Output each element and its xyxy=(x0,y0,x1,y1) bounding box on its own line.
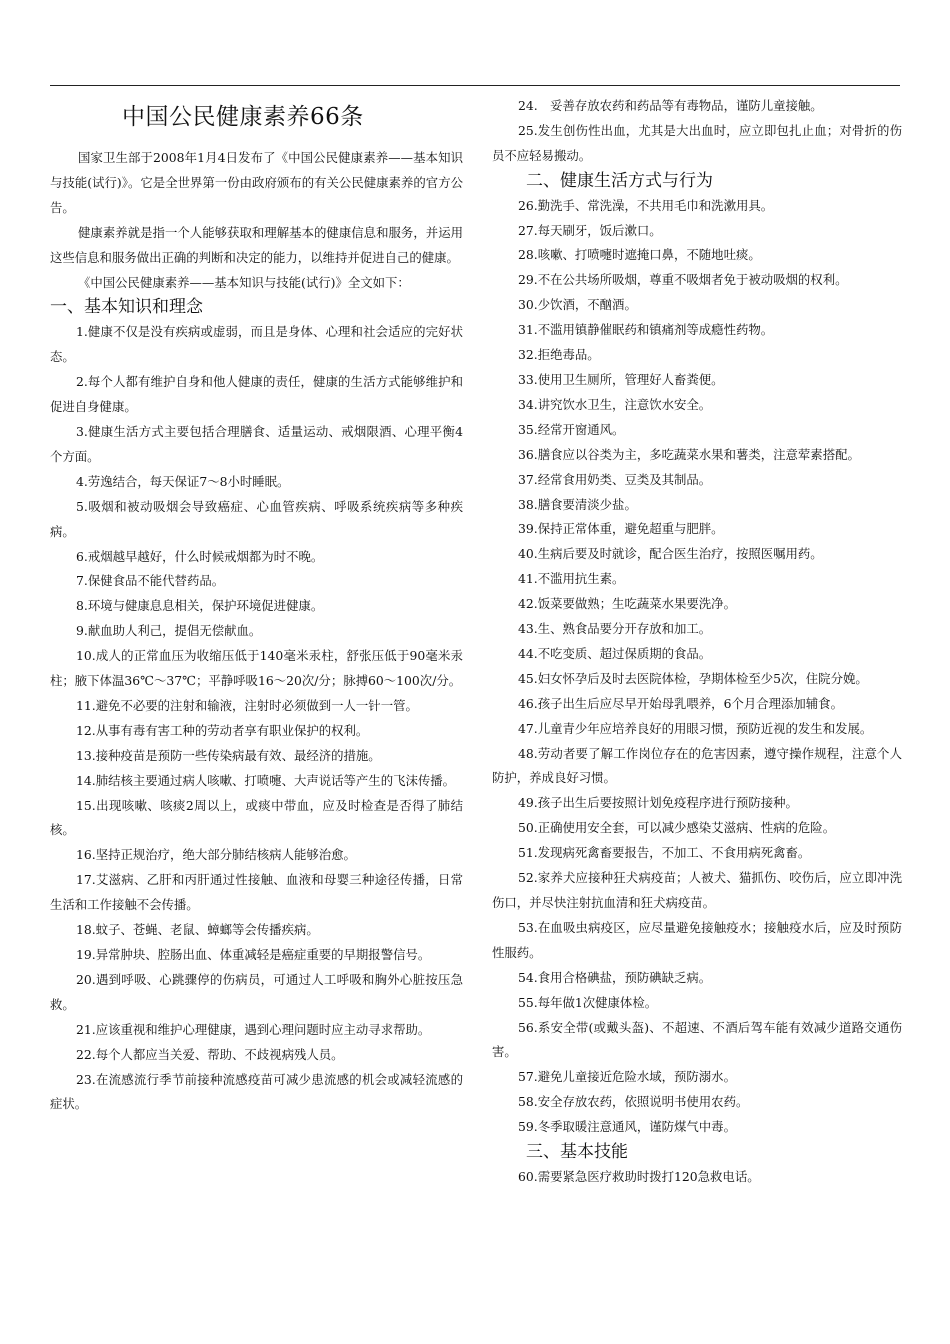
list-item: 38.膳食要清淡少盐。 xyxy=(518,496,637,512)
list-item: 57.避免儿童接近危险水域，预防溺水。 xyxy=(518,1069,736,1085)
list-item: 45.妇女怀孕后及时去医院体检，孕期体检至少5次，住院分娩。 xyxy=(518,670,868,686)
list-item: 47.儿童青少年应培养良好的用眼习惯，预防近视的发生和发展。 xyxy=(518,720,873,736)
list-item: 51.发现病死禽畜要报告，不加工、不食用病死禽畜。 xyxy=(518,845,811,861)
list-item: 48.劳动者要了解工作岗位存在的危害因素，遵守操作规程，注意个人防护，养成良好习惯。 xyxy=(492,745,902,786)
list-item: 42.饭菜要做熟；生吃蔬菜水果要洗净。 xyxy=(518,596,736,612)
list-item: 33.使用卫生厕所，管理好人畜粪便。 xyxy=(518,371,724,387)
list-item: 32.拒绝毒品。 xyxy=(518,347,600,363)
list-item: 54.食用合格碘盐，预防碘缺乏病。 xyxy=(518,969,712,985)
list-item: 2.每个人都有维护自身和他人健康的责任，健康的生活方式能够维护和促进自身健康。 xyxy=(50,374,463,415)
list-item: 9.献血助人利己，提倡无偿献血。 xyxy=(76,623,262,639)
list-item: 12.从事有毒有害工种的劳动者享有职业保护的权利。 xyxy=(76,722,369,738)
list-item: 17.艾滋病、乙肝和丙肝通过性接触、血液和母婴三种途径传播，日常生活和工作接触不会传播。 xyxy=(50,872,463,913)
list-item: 59.冬季取暖注意通风，谨防煤气中毒。 xyxy=(518,1119,736,1135)
list-item: 7.保健食品不能代替药品。 xyxy=(76,573,225,589)
intro-paragraph: 国家卫生部于2008年1月4日发布了《中国公民健康素养——基本知识与技能(试行)》。它是全世界第一份由政府颁布的有关公民健康素养的官方公告。 xyxy=(50,150,463,215)
list-item: 18.蚊子、苍蝇、老鼠、蟑螂等会传播疾病。 xyxy=(76,922,319,938)
list-item: 22.每个人都应当关爱、帮助、不歧视病残人员。 xyxy=(76,1046,344,1062)
list-item: 25.发生创伤性出血，尤其是大出血时，应立即包扎止血；对骨折的伤员不应轻易搬动。 xyxy=(492,122,902,163)
section-heading-basic-knowledge: 一、基本知识和理念 xyxy=(50,297,203,318)
list-item: 20.遇到呼吸、心跳骤停的伤病员，可通过人工呼吸和胸外心脏按压急救。 xyxy=(50,971,463,1012)
list-item: 55.每年做1次健康体检。 xyxy=(518,994,658,1010)
list-item: 35.经常开窗通风。 xyxy=(518,421,625,437)
list-item: 24. 妥善存放农药和药品等有毒物品，谨防儿童接触。 xyxy=(518,98,823,113)
list-item: 46.孩子出生后应尽早开始母乳喂养，6个月合理添加辅食。 xyxy=(518,695,843,711)
list-item: 11.避免不必要的注射和输液，注射时必须做到一人一针一管。 xyxy=(76,697,418,713)
list-item: 4.劳逸结合，每天保证7～8小时睡眠。 xyxy=(76,473,290,489)
list-item: 14.肺结核主要通过病人咳嗽、打喷嚏、大声说话等产生的飞沫传播。 xyxy=(76,772,456,788)
list-item: 15.出现咳嗽、咳痰2周以上，或痰中带血，应及时检查是否得了肺结核。 xyxy=(50,797,463,838)
list-item: 36.膳食应以谷类为主，多吃蔬菜水果和薯类，注意荤素搭配。 xyxy=(518,446,860,462)
list-item: 56.系安全带(或戴头盔)、不超速、不酒后驾车能有效减少道路交通伤害。 xyxy=(492,1019,902,1060)
list-item: 43.生、熟食品要分开存放和加工。 xyxy=(518,621,712,637)
list-item: 39.保持正常体重，避免超重与肥胖。 xyxy=(518,521,724,537)
list-item: 5.吸烟和被动吸烟会导致癌症、心血管疾病、呼吸系统疾病等多种疾病。 xyxy=(50,498,463,539)
left-column xyxy=(50,94,463,1117)
list-item: 29.不在公共场所吸烟，尊重不吸烟者免于被动吸烟的权利。 xyxy=(518,272,848,288)
list-item: 34.讲究饮水卫生，注意饮水安全。 xyxy=(518,396,712,412)
list-item: 49.孩子出生后要按照计划免疫程序进行预防接种。 xyxy=(518,795,798,811)
list-item: 16.坚持正规治疗，绝大部分肺结核病人能够治愈。 xyxy=(76,847,356,863)
list-item: 44.不吃变质、超过保质期的食品。 xyxy=(518,645,712,661)
list-item: 31.不滥用镇静催眠药和镇痛剂等成瘾性药物。 xyxy=(518,322,774,338)
list-item: 30.少饮酒，不酗酒。 xyxy=(518,297,637,313)
list-item: 60.需要紧急医疗救助时拨打120急救电话。 xyxy=(518,1168,760,1184)
list-item: 6.戒烟越早越好，什么时候戒烟都为时不晚。 xyxy=(76,548,324,564)
list-item: 41.不滥用抗生素。 xyxy=(518,571,625,587)
list-item: 53.在血吸虫病疫区，应尽量避免接触疫水；接触疫水后，应及时预防性服药。 xyxy=(492,919,902,960)
list-item: 19.异常肿块、腔肠出血、体重减轻是癌症重要的早期报警信号。 xyxy=(76,947,431,962)
list-item: 10.成人的正常血压为收缩压低于140毫米汞柱，舒张压低于90毫米汞柱；腋下体温36℃～37℃；平静呼吸16～20次/分；脉搏60～100次/分。 xyxy=(50,648,463,689)
list-item: 58.安全存放农药，依照说明书使用农药。 xyxy=(518,1094,749,1110)
list-item: 23.在流感流行季节前接种流感疫苗可减少患流感的机会或减轻流感的症状。 xyxy=(50,1071,463,1112)
intro-paragraph: 《中国公民健康素养——基本知识与技能(试行)》全文如下： xyxy=(78,274,410,290)
intro-paragraph: 健康素养就是指一个人能够获取和理解基本的健康信息和服务，并运用这些信息和服务做出正确的判断和决定的能力，以维持并促进自己的健康。 xyxy=(50,224,463,265)
list-item: 28.咳嗽、打喷嚏时遮掩口鼻，不随地吐痰。 xyxy=(518,247,761,263)
list-item: 37.经常食用奶类、豆类及其制品。 xyxy=(518,471,712,487)
list-item: 52.家养犬应接种狂犬病疫苗；人被犬、猫抓伤、咬伤后，应立即冲洗伤口，并尽快注射抗血清和狂犬病疫苗。 xyxy=(492,870,902,910)
list-item: 21.应该重视和维护心理健康，遇到心理问题时应主动寻求帮助。 xyxy=(76,1021,431,1037)
section-heading-lifestyle: 二、健康生活方式与行为 xyxy=(526,170,713,191)
list-item: 3.健康生活方式主要包括合理膳食、适量运动、戒烟限酒、心理平衡4个方面。 xyxy=(50,423,463,464)
top-rule xyxy=(50,85,900,86)
list-item: 8.环境与健康息息相关，保护环境促进健康。 xyxy=(76,598,324,614)
right-column xyxy=(492,94,902,1190)
document-title: 中国公民健康素养66条 xyxy=(122,104,364,130)
list-item: 27.每天刷牙，饭后漱口。 xyxy=(518,222,662,238)
list-item: 50.正确使用安全套，可以减少感染艾滋病、性病的危险。 xyxy=(518,820,836,836)
list-item: 1.健康不仅是没有疾病或虚弱，而且是身体、心理和社会适应的完好状态。 xyxy=(50,324,463,365)
list-item: 40.生病后要及时就诊，配合医生治疗，按照医嘱用药。 xyxy=(518,546,823,562)
list-item: 26.勤洗手、常洗澡，不共用毛巾和洗漱用具。 xyxy=(518,197,774,213)
list-item: 13.接种疫苗是预防一些传染病最有效、最经济的措施。 xyxy=(76,747,381,763)
section-heading-basic-skills: 三、基本技能 xyxy=(526,1142,628,1163)
